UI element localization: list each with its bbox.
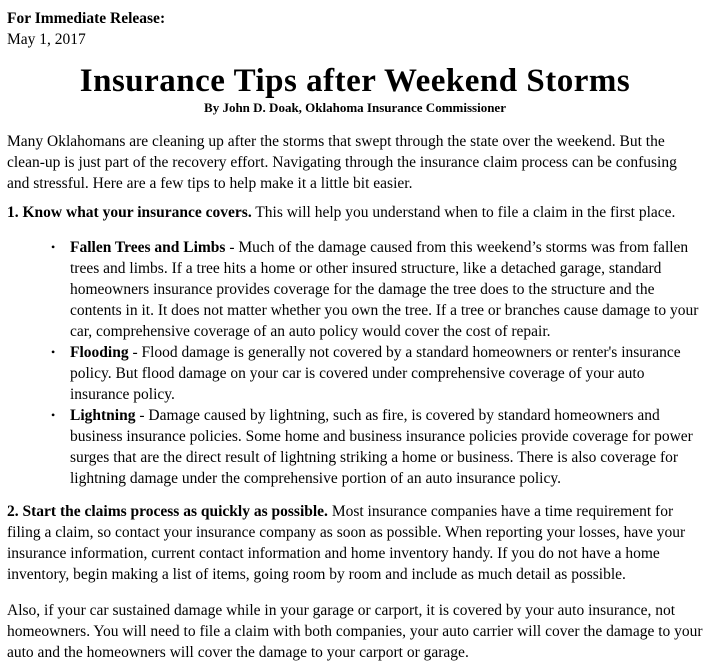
bullet-term: Lightning (70, 407, 136, 424)
page-title: Insurance Tips after Weekend Storms (79, 63, 631, 99)
byline: By John D. Doak, Oklahoma Insurance Commissioner (204, 100, 506, 115)
intro-paragraph: Many Oklahomans are cleaning up after the storms that swept through the state over the weekend. But the clean-up is just part of the recovery effort. Navigating through the insurance claim process can be confusing and stressful. Here are a few tips to help make it a little bit easier. (7, 133, 677, 192)
coverage-bullet-list (7, 237, 703, 489)
bullet-term: Fallen Trees and Limbs (70, 239, 226, 256)
closing-paragraph: Also, if your car sustained damage while in your garage or carport, it is covered by your auto insurance, not homeowners. You will need to file a claim with both companies, your auto carrier will cover the damage to your auto and the homeowners will cover the damage to your carport or garage. (7, 602, 703, 661)
bullet-icon: • (51, 345, 56, 359)
bullet-text: - Damage caused by lightning, such as fire, is covered by standard homeowners and business insurance policies. Some home and business insurance policies provide coverage for power surges that are the direct result of lightning striking a home or business. There is also coverage for lightning damage under the comprehensive portion of an auto insurance policy. (70, 407, 693, 487)
section-2-heading: 2. Start the claims process as quickly as possible. (7, 503, 328, 520)
list-item-flooding (51, 342, 703, 405)
section-1-heading: 1. Know what your insurance covers. (7, 204, 252, 221)
section-1-text: This will help you understand when to file a claim in the first place. (251, 204, 676, 221)
bullet-icon: • (51, 240, 56, 254)
section-1-paragraph (7, 202, 703, 223)
release-label: For Immediate Release: (7, 10, 166, 27)
bullet-term: Flooding (70, 344, 129, 361)
bullet-text: - Flood damage is generally not covered by a standard homeowners or renter's insurance policy. But flood damage on your car is covered under comprehensive coverage of your auto insurance policy. (70, 344, 681, 403)
release-date: May 1, 2017 (7, 31, 86, 48)
list-item-lightning (51, 405, 703, 489)
bullet-text: - Much of the damage caused from this weekend’s storms was from fallen trees and limbs. If a tree hits a home or other insured structure, like a detached garage, standard homeowners insurance provides coverage for the damage the tree does to the structure and the contents in it. It does not matter whether you own the tree. If a tree or branches cause damage to your car, comprehensive coverage of an auto policy would cover the cost of repair. (70, 239, 699, 340)
list-item-fallen-trees (51, 237, 703, 342)
bullet-icon: • (51, 408, 56, 422)
section-2-paragraph (7, 501, 703, 585)
section-2-text: Most insurance companies have a time requirement for filing a claim, so contact your insurance company as soon as possible. When reporting your losses, have your insurance information, current contact information and home inventory handy. If you do not have a home inventory, begin making a list of items, going room by room and include as much detail as possible. (7, 503, 686, 583)
